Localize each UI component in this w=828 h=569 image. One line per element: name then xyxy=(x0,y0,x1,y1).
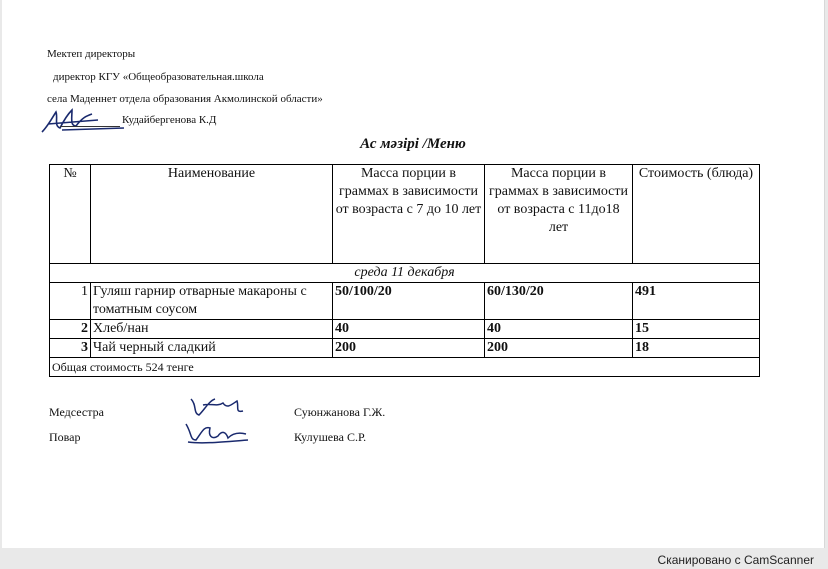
row-name: Чай черный сладкий xyxy=(91,339,333,358)
day-row xyxy=(50,264,760,283)
row-mass-7-10: 200 xyxy=(333,339,485,358)
row-cost: 491 xyxy=(633,283,760,320)
row-mass-11-18: 60/130/20 xyxy=(485,283,633,320)
header-num: № xyxy=(50,165,91,264)
table-row xyxy=(50,320,760,339)
table-row xyxy=(50,339,760,358)
row-mass-7-10: 40 xyxy=(333,320,485,339)
header-line-3: села Маденнет отдела образования Акмолинской области» xyxy=(47,93,323,105)
row-cost: 18 xyxy=(633,339,760,358)
nurse-signature xyxy=(187,395,247,419)
signature-line xyxy=(60,126,120,127)
row-num: 3 xyxy=(50,339,91,358)
director-signature xyxy=(38,106,128,136)
header-signer: Кудайбергенова К.Д xyxy=(122,114,217,126)
menu-table xyxy=(49,164,760,377)
row-mass-11-18: 40 xyxy=(485,320,633,339)
header-cost: Стоимость (блюда) xyxy=(633,165,760,264)
row-num: 2 xyxy=(50,320,91,339)
table-row xyxy=(50,283,760,320)
nurse-role: Медсестра xyxy=(49,405,104,419)
header-mass-11-18: Масса порции в граммах в зависимости от возраста с 11до18 лет xyxy=(485,165,633,264)
header-name: Наименование xyxy=(91,165,333,264)
row-mass-11-18: 200 xyxy=(485,339,633,358)
row-num: 1 xyxy=(50,283,91,320)
cook-signature xyxy=(182,418,252,446)
total-cost: Общая стоимость 524 тенге xyxy=(50,358,760,377)
cook-name: Кулушева С.Р. xyxy=(294,430,367,444)
document-page xyxy=(2,0,825,548)
row-cost: 15 xyxy=(633,320,760,339)
total-row xyxy=(50,358,760,377)
header-line-1: Мектеп директоры xyxy=(47,48,136,60)
day-label: среда 11 декабря xyxy=(50,264,760,283)
header-line-2: директор КГУ «Общеобразовательная.школа xyxy=(53,71,264,83)
cook-role: Повар xyxy=(49,430,81,444)
row-name: Гуляш гарнир отварные макароны с томатным соусом xyxy=(91,283,333,320)
row-mass-7-10: 50/100/20 xyxy=(333,283,485,320)
scanner-watermark: Сканировано с CamScanner xyxy=(657,553,814,567)
row-name: Хлеб/нан xyxy=(91,320,333,339)
nurse-name: Суюнжанова Г.Ж. xyxy=(294,405,386,419)
page-title: Ас мәзірі /Меню xyxy=(360,136,466,152)
header-mass-7-10: Масса порции в граммах в зависимости от возраста с 7 до 10 лет xyxy=(333,165,485,264)
